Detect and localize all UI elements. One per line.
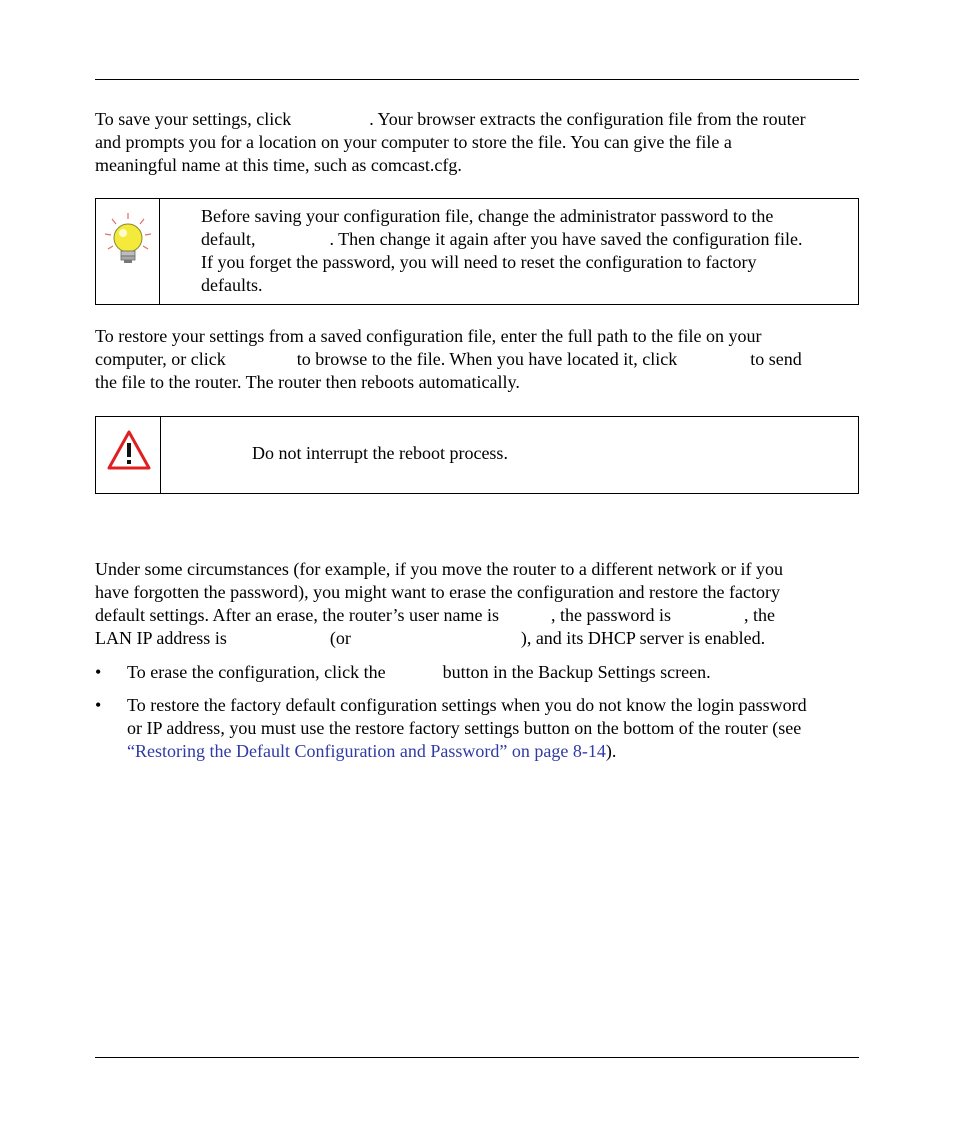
bullet-marker: • — [95, 662, 102, 682]
lightbulb-icon — [100, 209, 156, 269]
tip-box — [95, 198, 859, 305]
header-rule — [95, 79, 859, 80]
footer-rule — [95, 1057, 859, 1058]
restoring-default-configuration-link[interactable]: “Restoring the Default Configuration and Password” on page 8-14 — [127, 741, 606, 761]
warning-divider — [160, 417, 161, 493]
tip-divider — [159, 199, 160, 304]
warning-triangle-icon — [106, 429, 152, 471]
warning-box — [95, 416, 859, 494]
tip-text: Before saving your configuration file, change the administrator password to the default, . Then change it again after you have saved the configuration file. If you forget the password, you will need to reset the configuration to factory defaults. — [201, 206, 803, 295]
save-settings-paragraph: To save your settings, click . Your browser extracts the configuration file from the router and prompts you for a location on your computer to store the file. You can give the file a meaningful name at this time, such as comcast.cfg. — [95, 109, 806, 175]
warning-text: Do not interrupt the reboot process. — [252, 443, 508, 463]
bullet-marker: • — [95, 695, 102, 715]
restore-settings-paragraph: To restore your settings from a saved configuration file, enter the full path to the file on your computer, or click to browse to the file. When you have located it, click to send the file to the router. The router then reboots automatically. — [95, 326, 802, 392]
erase-configuration-paragraph: Under some circumstances (for example, if you move the router to a different network or if you have forgotten the password), you might want to erase the configuration and restore the factory default settings. After an erase, the router’s user name is , the password is , the LAN IP address is (or ), and its DHCP server is enabled. — [95, 559, 783, 648]
